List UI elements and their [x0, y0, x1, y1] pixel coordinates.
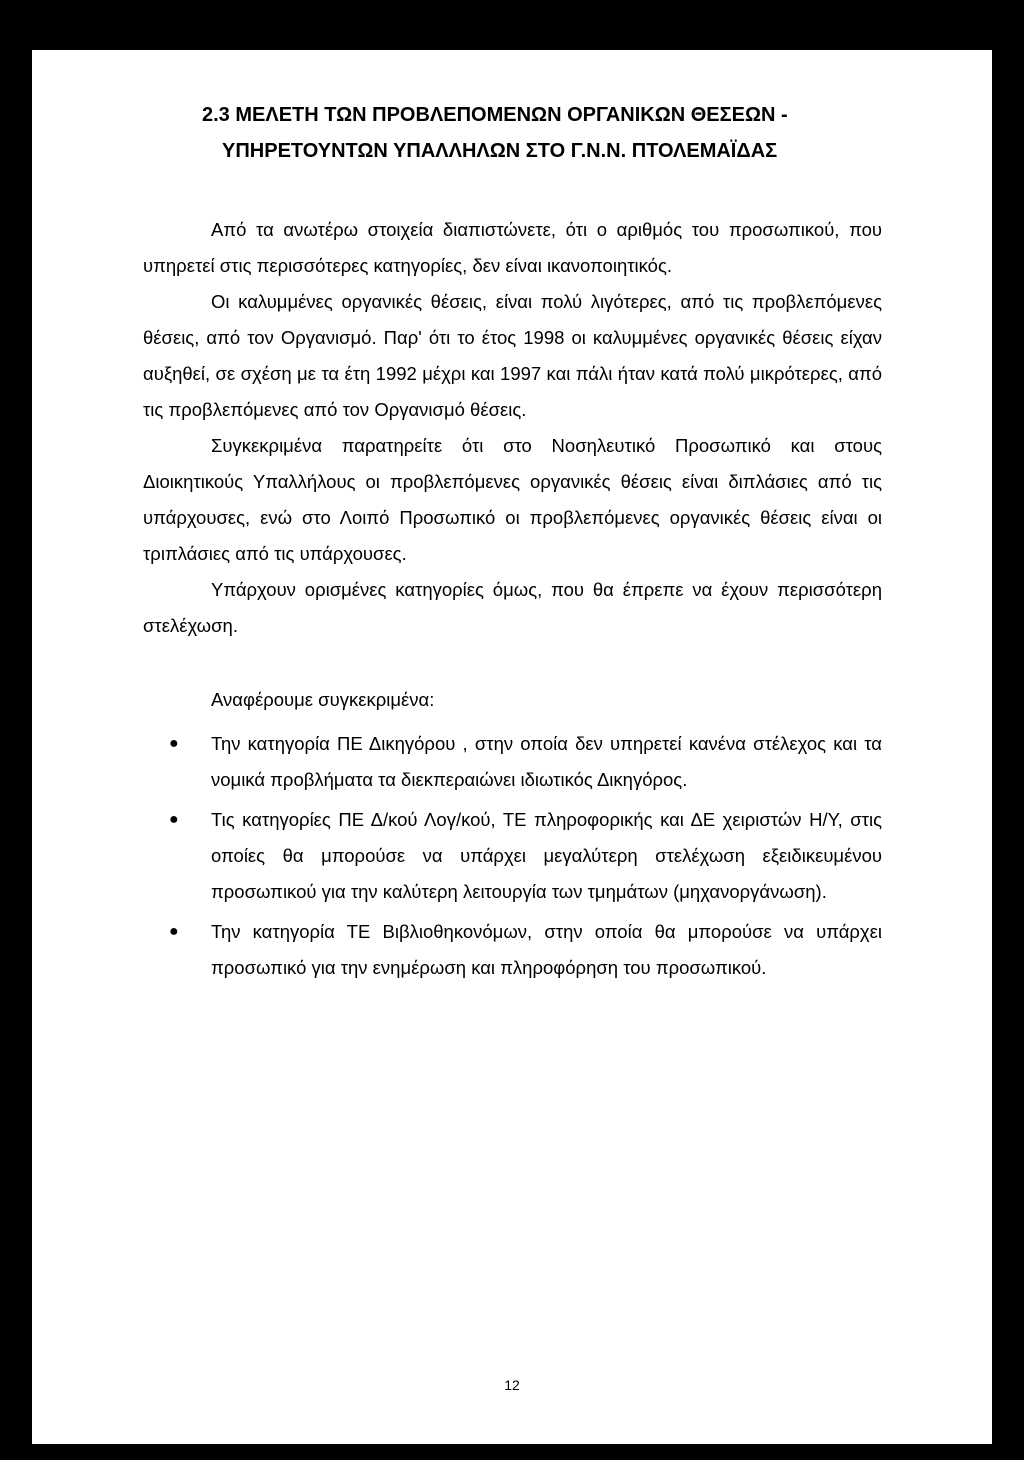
- heading-line-2: ΥΠΗΡΕΤΟΥΝΤΩΝ ΥΠΑΛΛΗΛΩΝ ΣΤΟ Γ.Ν.Ν. ΠΤΟΛΕΜΑΪΔΑΣ: [222, 140, 778, 162]
- list-item-text: Την κατηγορία ΠΕ Δικηγόρου , στην οποία δεν υπηρετεί κανένα στέλεχος και τα νομικά προβλήματα τα διεκπεραιώνει ιδιωτικός Δικηγόρος.: [211, 733, 882, 790]
- list-item-text: Την κατηγορία ΤΕ Βιβλιοθηκονόμων, στην οποία θα μπορούσε να υπάρχει προσωπικό για την ενημέρωση και πληροφόρηση του προσωπικού.: [211, 921, 882, 978]
- bullet-icon: ●: [169, 923, 179, 940]
- list-item: [143, 802, 882, 910]
- page-number: 12: [504, 1377, 520, 1393]
- list-item: [143, 914, 882, 986]
- bullet-icon: ●: [169, 811, 179, 828]
- section-heading: [202, 97, 892, 169]
- list-item-text: Τις κατηγορίες ΠΕ Δ/κού Λογ/κού, ΤΕ πληροφορικής και ΔΕ χειριστών Η/Υ, στις οποίες θα μπορούσε να υπάρχει μεγαλύτερη στελέχωση εξειδικευμένου προσωπικού για την καλύτερη λειτουργία των τμημάτων (μηχανοργάνωση).: [211, 809, 882, 902]
- paragraph-2: Οι καλυμμένες οργανικές θέσεις, είναι πολύ λιγότερες, από τις προβλεπόμενες θέσεις, από τον Οργανισμό. Παρ' ότι το έτος 1998 οι καλυμμένες οργανικές θέσεις είχαν αυξηθεί, σε σχέση με τα έτη 1992 μέχρι και 1997 και πάλι ήταν κατά πολύ μικρότερες, από τις προβλεπόμενες από τον Οργανισμό θέσεις.: [143, 291, 882, 420]
- bullet-list: [143, 726, 882, 986]
- paragraph-1: Από τα ανωτέρω στοιχεία διαπιστώνετε, ότι ο αριθμός του προσωπικού, που υπηρετεί στις περισσότερες κατηγορίες, δεν είναι ικανοποιητικός.: [143, 219, 882, 276]
- paragraph-3: Συγκεκριμένα παρατηρείτε ότι στο Νοσηλευτικό Προσωπικό και στους Διοικητικούς Υπαλλήλους οι προβλεπόμενες οργανικές θέσεις είναι διπλάσιες από τις υπάρχουσες, ενώ στο Λοιπό Προσωπικό οι προβλεπόμενες οργανικές θέσεις είναι οι τριπλάσιες από τις υπάρχουσες.: [143, 435, 882, 564]
- document-page: [32, 50, 992, 1444]
- paragraph-4: Υπάρχουν ορισμένες κατηγορίες όμως, που θα έπρεπε να έχουν περισσότερη στελέχωση.: [143, 579, 882, 636]
- heading-line-1: 2.3 ΜΕΛΕΤΗ ΤΩΝ ΠΡΟΒΛΕΠΟΜΕΝΩΝ ΟΡΓΑΝΙΚΩΝ ΘΕΣΕΩΝ -: [202, 104, 788, 126]
- list-item: [143, 726, 882, 798]
- document-body: [143, 212, 882, 990]
- list-intro: Αναφέρουμε συγκεκριμένα:: [211, 689, 435, 710]
- bullet-icon: ●: [169, 735, 179, 752]
